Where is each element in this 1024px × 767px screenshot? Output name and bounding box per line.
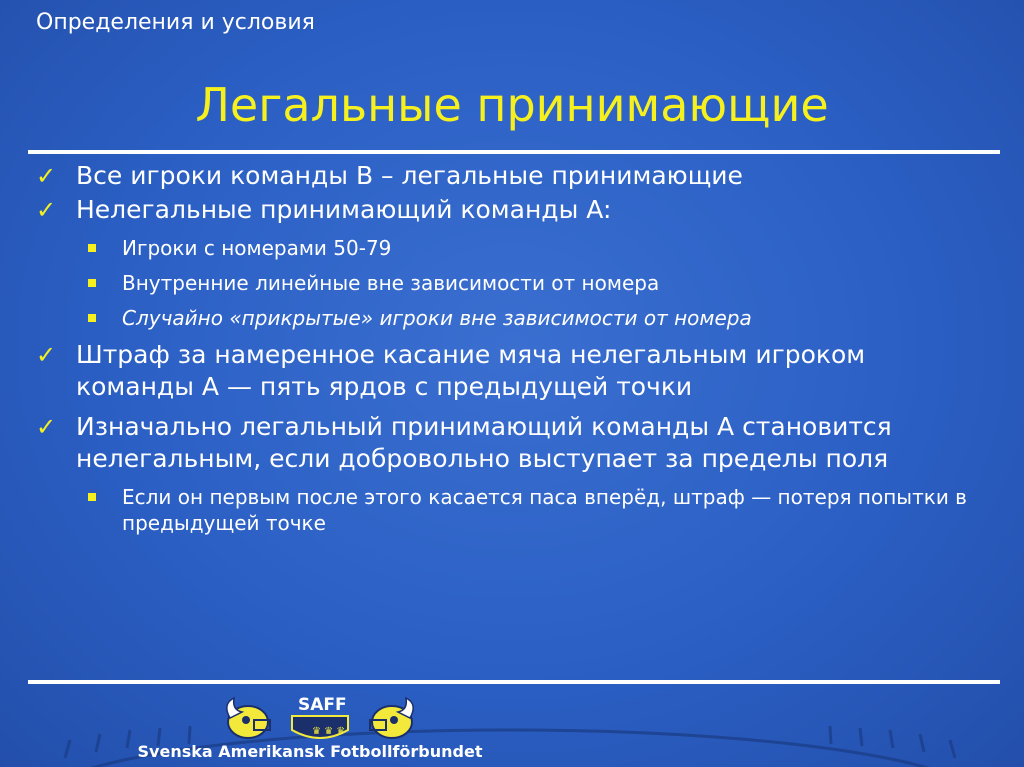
- sub-bullet-text: Случайно «прикрытые» игроки вне зависимости от номера: [122, 306, 752, 330]
- bullet-item: [36, 339, 976, 403]
- bullet-text: Нелегальные принимающий команды A:: [76, 195, 612, 224]
- bullet-text: Штраф за намеренное касание мяча нелегальным игроком команды A — пять ярдов с предыдущей точки: [76, 340, 866, 401]
- checkmark-icon: ✓: [36, 413, 57, 441]
- sub-bullet-text: Игроки с номерами 50-79: [122, 236, 392, 260]
- checkmark-icon: ✓: [36, 196, 57, 224]
- top-divider: [28, 150, 1000, 154]
- bullet-text: Изначально легальный принимающий команды A становится нелегальным, если добровольно выступает за пределы поля: [76, 412, 892, 473]
- square-bullet-icon: [88, 493, 96, 501]
- sub-bullet-item: [36, 484, 976, 536]
- checkmark-icon: ✓: [36, 162, 57, 190]
- sub-bullet-item: [36, 305, 976, 331]
- organization-name: Svenska Amerikansk Fotbollförbundet: [137, 742, 483, 761]
- bullet-item: [36, 411, 976, 475]
- section-label: Определения и условия: [36, 10, 315, 35]
- bullet-list: [36, 158, 976, 536]
- square-bullet-icon: [88, 314, 96, 322]
- bullet-item: [36, 194, 976, 226]
- bullet-item: [36, 160, 976, 192]
- sub-bullet-item: [36, 235, 976, 261]
- saff-logo-icon: [220, 690, 420, 745]
- svg-text:♛ ♛ ♛: ♛ ♛ ♛: [312, 726, 346, 737]
- slide-title: Легальные принимающие: [195, 78, 829, 132]
- square-bullet-icon: [88, 279, 96, 287]
- bullet-text: Все игроки команды B – легальные принимающие: [76, 161, 743, 190]
- checkmark-icon: ✓: [36, 341, 57, 369]
- logo-text: SAFF: [298, 695, 347, 715]
- sub-bullet-text: Если он первым после этого касается паса вперёд, штраф — потеря попытки в предыдущей точке: [122, 485, 967, 535]
- sub-bullet-item: [36, 270, 976, 296]
- sub-bullet-text: Внутренние линейные вне зависимости от номера: [122, 271, 660, 295]
- square-bullet-icon: [88, 244, 96, 252]
